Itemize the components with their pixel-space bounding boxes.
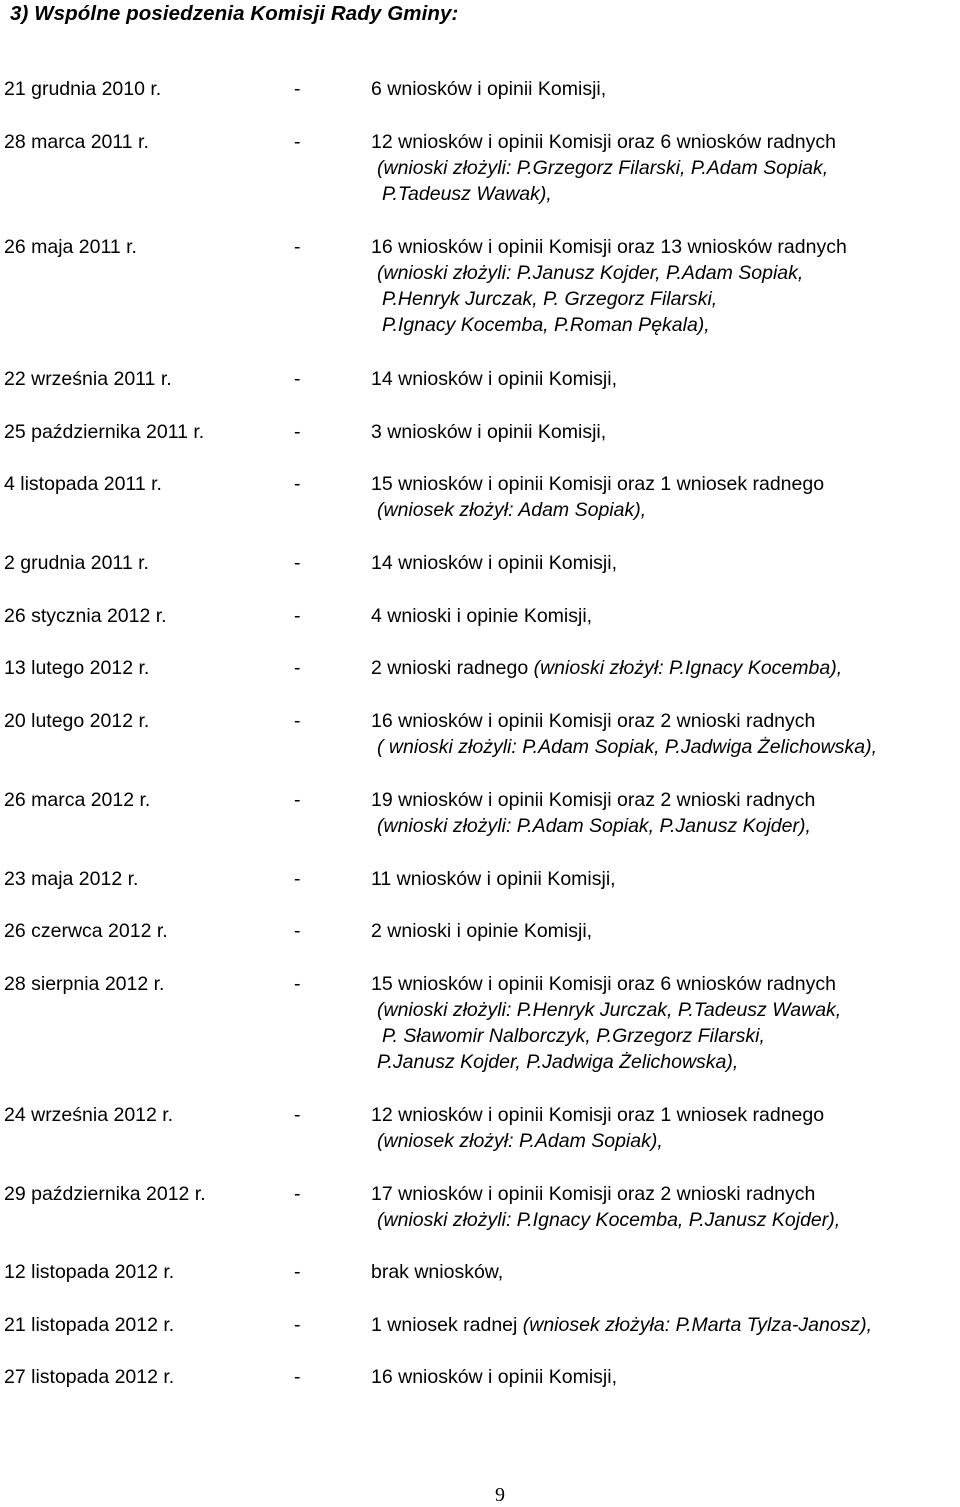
meeting-entry <box>0 471 960 523</box>
meeting-entry <box>0 708 960 760</box>
submitters-note: P. Sławomir Nalborczyk, P.Grzegorz Filarski, <box>382 1025 765 1047</box>
meeting-date: 28 marca 2011 r. <box>4 131 149 153</box>
separator-dash: - <box>294 920 301 942</box>
meeting-date: 26 stycznia 2012 r. <box>4 605 167 627</box>
submitters-note: (wnioski złożyli: P.Adam Sopiak, P.Janusz Kojder), <box>377 815 811 837</box>
meeting-summary: 16 wniosków i opinii Komisji oraz 13 wniosków radnych <box>371 236 847 258</box>
separator-dash: - <box>294 657 301 679</box>
summary-text: 1 wniosek radnej <box>371 1314 518 1336</box>
meeting-date: 23 maja 2012 r. <box>4 868 139 890</box>
separator-dash: - <box>294 552 301 574</box>
meeting-date: 26 maja 2011 r. <box>4 236 137 258</box>
meeting-summary <box>371 655 842 681</box>
meeting-entry <box>0 655 960 681</box>
meeting-date: 26 marca 2012 r. <box>4 789 151 811</box>
meeting-summary: brak wniosków, <box>371 1261 504 1283</box>
submitters-note: (wnioski złożyli: P.Henryk Jurczak, P.Tadeusz Wawak, <box>377 999 842 1021</box>
separator-dash: - <box>294 1104 301 1126</box>
meeting-date: 24 września 2012 r. <box>4 1104 174 1126</box>
submitters-note: (wnioski złożyli: P.Janusz Kojder, P.Adam Sopiak, <box>377 262 804 284</box>
section-heading: 3) Wspólne posiedzenia Komisji Rady Gminy: <box>10 2 459 25</box>
separator-dash: - <box>294 368 301 390</box>
submitters-note: (wnioski złożyli: P.Grzegorz Filarski, P.Adam Sopiak, <box>377 157 829 179</box>
meeting-summary: 16 wniosków i opinii Komisji, <box>371 1366 618 1388</box>
meeting-entry <box>0 971 960 1075</box>
meeting-summary <box>371 1312 872 1338</box>
separator-dash: - <box>294 1183 301 1205</box>
submitters-note: (wniosek złożył: P.Adam Sopiak), <box>377 1130 663 1152</box>
meeting-entry <box>0 1364 960 1390</box>
submitters-note: (wniosek złożył: Adam Sopiak), <box>377 499 647 521</box>
submitters-note: ( wnioski złożyli: P.Adam Sopiak, P.Jadwiga Żelichowska), <box>377 736 877 758</box>
submitters-note: (wnioski złożył: P.Ignacy Kocemba), <box>533 657 843 679</box>
meeting-summary: 11 wniosków i opinii Komisji, <box>371 868 616 890</box>
meeting-date: 13 lutego 2012 r. <box>4 657 150 679</box>
meeting-entry <box>0 1181 960 1233</box>
meeting-date: 20 lutego 2012 r. <box>4 710 150 732</box>
meeting-entry <box>0 1312 960 1338</box>
meeting-summary: 12 wniosków i opinii Komisji oraz 1 wniosek radnego <box>371 1104 825 1126</box>
meeting-entry <box>0 366 960 392</box>
submitters-note: P.Tadeusz Wawak), <box>382 183 552 205</box>
meeting-entry <box>0 787 960 839</box>
meeting-summary: 2 wnioski i opinie Komisji, <box>371 920 593 942</box>
meeting-date: 4 listopada 2011 r. <box>4 473 162 495</box>
separator-dash: - <box>294 710 301 732</box>
meeting-date: 2 grudnia 2011 r. <box>4 552 149 574</box>
meeting-entry <box>0 918 960 944</box>
meeting-summary: 15 wniosków i opinii Komisji oraz 6 wniosków radnych <box>371 973 836 995</box>
meeting-date: 26 czerwca 2012 r. <box>4 920 168 942</box>
submitters-note: (wniosek złożyła: P.Marta Tylza-Janosz), <box>522 1314 873 1336</box>
meeting-summary: 15 wniosków i opinii Komisji oraz 1 wniosek radnego <box>371 473 825 495</box>
meeting-date: 29 października 2012 r. <box>4 1183 206 1205</box>
meeting-date: 12 listopada 2012 r. <box>4 1261 175 1283</box>
meeting-summary: 17 wniosków i opinii Komisji oraz 2 wnioski radnych <box>371 1183 816 1205</box>
meeting-entry <box>0 129 960 207</box>
submitters-note: P.Ignacy Kocemba, P.Roman Pękala), <box>382 314 710 336</box>
submitters-note: (wnioski złożyli: P.Ignacy Kocemba, P.Janusz Kojder), <box>377 1209 841 1231</box>
separator-dash: - <box>294 78 301 100</box>
meeting-date: 21 listopada 2012 r. <box>4 1314 175 1336</box>
meeting-entry <box>0 1102 960 1154</box>
meeting-summary: 3 wniosków i opinii Komisji, <box>371 421 607 443</box>
separator-dash: - <box>294 473 301 495</box>
meeting-summary: 12 wniosków i opinii Komisji oraz 6 wniosków radnych <box>371 131 836 153</box>
meeting-summary: 4 wnioski i opinie Komisji, <box>371 605 593 627</box>
meeting-summary: 14 wniosków i opinii Komisji, <box>371 368 618 390</box>
separator-dash: - <box>294 421 301 443</box>
meeting-entry <box>0 1259 960 1285</box>
meeting-summary: 6 wniosków i opinii Komisji, <box>371 78 607 100</box>
meeting-summary: 19 wniosków i opinii Komisji oraz 2 wnioski radnych <box>371 789 816 811</box>
meeting-date: 22 września 2011 r. <box>4 368 172 390</box>
meeting-entry <box>0 76 960 102</box>
meeting-date: 27 listopada 2012 r. <box>4 1366 175 1388</box>
meeting-entry <box>0 234 960 338</box>
meeting-date: 28 sierpnia 2012 r. <box>4 973 165 995</box>
submitters-note: P.Janusz Kojder, P.Jadwiga Żelichowska), <box>377 1051 739 1073</box>
meeting-entry <box>0 419 960 445</box>
separator-dash: - <box>294 1366 301 1388</box>
meeting-entry <box>0 603 960 629</box>
separator-dash: - <box>294 131 301 153</box>
separator-dash: - <box>294 236 301 258</box>
meeting-date: 21 grudnia 2010 r. <box>4 78 162 100</box>
meeting-date: 25 października 2011 r. <box>4 421 205 443</box>
separator-dash: - <box>294 868 301 890</box>
separator-dash: - <box>294 973 301 995</box>
meeting-summary: 16 wniosków i opinii Komisji oraz 2 wnioski radnych <box>371 710 816 732</box>
separator-dash: - <box>294 605 301 627</box>
separator-dash: - <box>294 1314 301 1336</box>
meeting-summary: 14 wniosków i opinii Komisji, <box>371 552 618 574</box>
meeting-entry <box>0 866 960 892</box>
summary-text: 2 wnioski radnego <box>371 657 529 679</box>
page-number: 9 <box>495 1484 505 1506</box>
submitters-note: P.Henryk Jurczak, P. Grzegorz Filarski, <box>382 288 718 310</box>
separator-dash: - <box>294 789 301 811</box>
separator-dash: - <box>294 1261 301 1283</box>
meeting-entry <box>0 550 960 576</box>
